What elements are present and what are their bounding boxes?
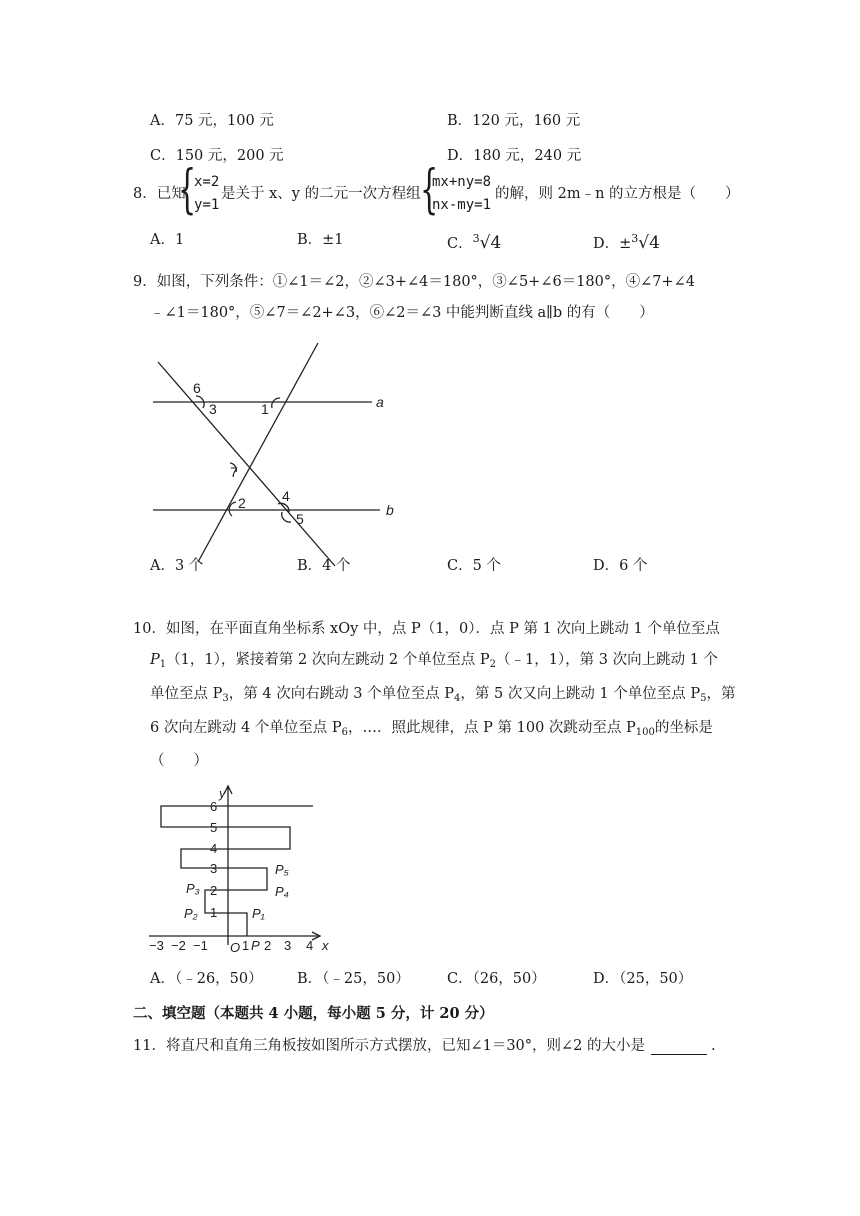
- x-tick-1: 1: [242, 938, 250, 953]
- q10-line-3: [150, 686, 736, 705]
- q8-option-d-radicand: √4: [638, 233, 660, 253]
- y-axis-label: y: [219, 786, 226, 801]
- q11-line: [133, 1038, 716, 1055]
- q8-suffix: 的解，则 2m﹣n 的立方根是（ ）: [495, 186, 740, 202]
- label-5: 5: [296, 511, 304, 527]
- label-4: 4: [282, 488, 290, 504]
- q8-system1-bottom: y=1: [194, 197, 220, 213]
- label-1: 1: [261, 401, 269, 417]
- point-p5-label: P₅: [275, 862, 289, 877]
- q10-line-2-part-a: （1，1），紧接着第 2 次向左跳动 2 个单位至点 P: [166, 652, 490, 668]
- q8-prefix: 8．已知: [133, 186, 186, 202]
- x-tick-neg2: −2: [171, 938, 186, 953]
- q9-line-2: ﹣∠1＝180°，⑤∠7＝∠2+∠3，⑥∠2＝∠3 中能判断直线 a∥b 的有（ ）: [150, 305, 654, 321]
- point-p4-label: P₄: [275, 884, 289, 899]
- point-p2-label: P₂: [184, 906, 198, 921]
- arc-5: [282, 512, 291, 522]
- q8-option-c: [447, 232, 501, 253]
- q7-option-d: D．180 元，240 元: [447, 148, 582, 164]
- q9-option-d: D．6 个: [593, 558, 648, 574]
- q9-option-c: C．5 个: [447, 558, 501, 574]
- q9-option-a: A．3 个: [150, 558, 204, 574]
- x-axis-arrow: [312, 932, 320, 940]
- q10-option-c: C．（26，50）: [447, 971, 546, 987]
- label-a: a: [376, 394, 384, 410]
- q10-line-4-part-c: 的坐标是: [654, 720, 713, 736]
- q10-line-5: （ ）: [150, 753, 208, 769]
- q8-middle-text: 是关于 x、y 的二元一次方程组: [221, 186, 421, 202]
- q10-sub-2: 2: [489, 659, 496, 670]
- q10-line-4-part-b: ，…．照此规律，点 P 第 100 次跳动至点 P: [348, 720, 636, 736]
- y-tick-2: 2: [210, 883, 218, 898]
- q10-line-2-part-b: （﹣1，1），第 3 次向上跳动 1 个: [495, 652, 719, 668]
- brace-2: {: [420, 160, 439, 220]
- q10-line-4-part-a: 6 次向左跳动 4 个单位至点 P: [150, 720, 342, 736]
- y-tick-1: 1: [210, 905, 218, 920]
- label-2: 2: [238, 495, 246, 511]
- arc-1: [272, 398, 280, 408]
- y-tick-6: 6: [210, 799, 218, 814]
- point-p3-label: P₃: [186, 881, 200, 896]
- q10-line-3-part-a: 单位至点 P: [150, 686, 223, 702]
- x-tick-4: 4: [306, 938, 314, 953]
- q10-line-3-part-d: ，第: [706, 686, 736, 702]
- q10-sub-3: 3: [222, 693, 229, 704]
- section-2-title: 二、填空题（本题共 4 小题，每小题 5 分，计 20 分）: [133, 1005, 494, 1022]
- y-tick-4: 4: [210, 841, 218, 856]
- q8-option-b: B．±1: [297, 232, 344, 248]
- q10-option-b: B．（﹣25，50）: [297, 971, 410, 987]
- q10-sub-4: 4: [454, 693, 461, 704]
- label-3: 3: [209, 401, 217, 417]
- q10-option-d: D．（25，50）: [593, 971, 693, 987]
- transversal-2: [198, 343, 318, 562]
- q8-system2-top: mx+ny=8: [432, 174, 492, 190]
- q10-line-3-part-b: ，第 4 次向右跳动 3 个单位至点 P: [228, 686, 455, 702]
- q8-option-c-radicand: √4: [479, 233, 502, 253]
- q10-line-1: 10．如图，在平面直角坐标系 xOy 中，点 P（1，0）．点 P 第 1 次向上跳动 1 个单位至点: [133, 621, 720, 637]
- q10-p: P: [150, 652, 160, 668]
- x-tick-3: 3: [284, 938, 292, 953]
- q9-option-b: B．4 个: [297, 558, 351, 574]
- q10-sub-5: 5: [700, 693, 707, 704]
- q10-line-3-part-c: ，第 5 次又向上跳动 1 个单位至点 P: [460, 686, 701, 702]
- y-tick-5: 5: [210, 820, 218, 835]
- label-b: b: [386, 502, 394, 518]
- arc-4: [278, 503, 289, 512]
- q8-system2-bottom: nx-my=1: [432, 197, 492, 213]
- q8-option-d: [593, 232, 660, 253]
- q10-line-2: [150, 652, 718, 671]
- brace-1: {: [178, 160, 197, 220]
- q10-sub-100: 100: [635, 727, 655, 738]
- q10-sub-1: 1: [159, 659, 167, 670]
- x-axis-label: x: [322, 938, 329, 953]
- x-tick-neg1: −1: [193, 938, 208, 953]
- q8-system1-top: x=2: [194, 174, 220, 190]
- x-tick-neg3: −3: [149, 938, 164, 953]
- point-p-label: P: [251, 938, 260, 953]
- q10-sub-6: 6: [341, 727, 349, 738]
- transversal-1: [158, 362, 335, 566]
- point-p1-label: P₁: [252, 906, 265, 921]
- origin-label: O: [230, 940, 241, 955]
- q9-line-1: 9．如图，下列条件：①∠1＝∠2，②∠3+∠4＝180°，③∠5+∠6＝180°，④∠7+∠4: [133, 274, 696, 290]
- q8-option-c-label: C．: [447, 236, 473, 252]
- arc-7: [230, 463, 236, 472]
- label-6: 6: [193, 380, 201, 396]
- jump-path: [161, 806, 313, 936]
- q10-line-4: [150, 720, 713, 739]
- q11-answer-blank: [651, 1040, 707, 1055]
- q8-option-d-index: 3: [631, 232, 639, 245]
- y-axis-arrow: [224, 786, 232, 794]
- arc-2: [229, 502, 236, 516]
- x-tick-2: 2: [264, 938, 272, 953]
- q8-option-c-index: 3: [472, 232, 480, 245]
- q8-option-a: A．1: [150, 232, 185, 248]
- q7-option-c: C．150 元，200 元: [150, 148, 284, 164]
- q8-option-d-label: D．±: [593, 236, 632, 252]
- q11-text: 11．将直尺和直角三角板按如图所示方式摆放，已知∠1＝30°，则∠2 的大小是: [133, 1038, 646, 1054]
- q7-option-b: B．120 元，160 元: [447, 113, 581, 129]
- q10-option-a: A．（﹣26，50）: [150, 971, 263, 987]
- q7-option-a: A．75 元，100 元: [150, 113, 274, 129]
- label-7: 7: [230, 464, 238, 480]
- q11-end: .: [711, 1038, 716, 1054]
- arc-6: [196, 396, 204, 408]
- y-tick-3: 3: [210, 861, 218, 876]
